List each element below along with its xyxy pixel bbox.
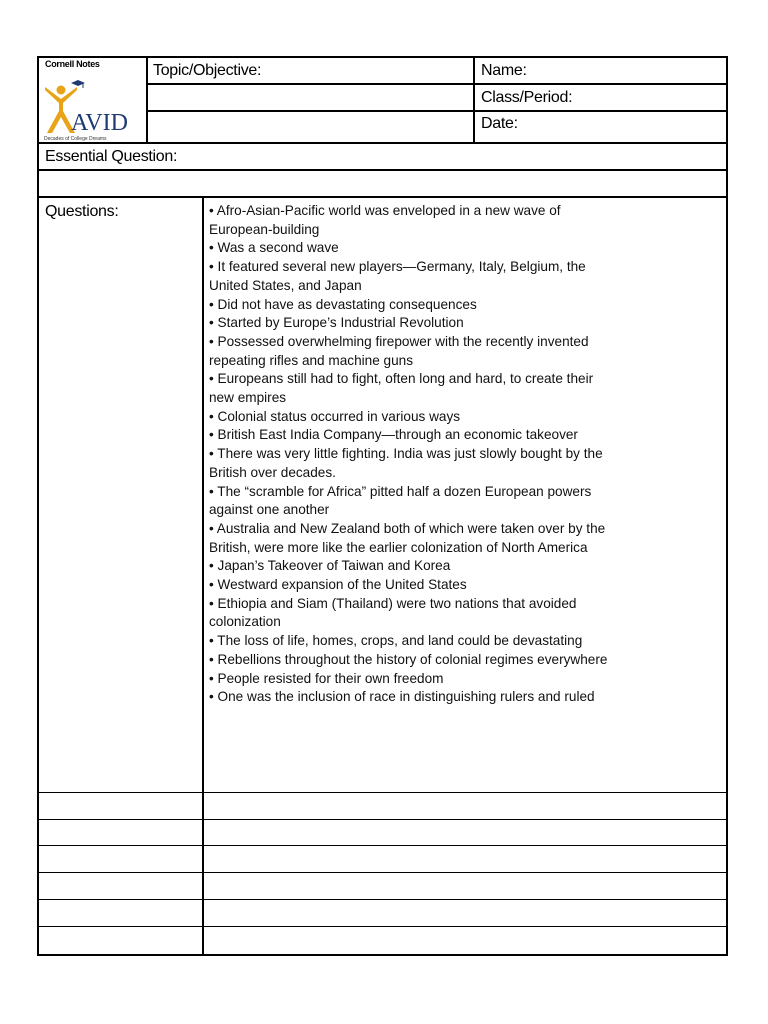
name-label: Name: — [481, 62, 527, 79]
frame-bottom-border — [37, 954, 728, 956]
avid-logo — [41, 77, 143, 137]
logo-tagline: Decades of College Dreams — [44, 136, 107, 142]
note-item: • There was very little fighting. India was just slowly bought by the British over decades. — [209, 446, 603, 480]
header-row-line-2 — [147, 110, 727, 112]
frame-left-border — [37, 57, 39, 956]
notes-list — [209, 202, 619, 707]
essential-question-label: Essential Question: — [45, 148, 178, 165]
note-item: • The loss of life, homes, crops, and land could be devastating — [209, 633, 583, 649]
note-item: • Colonial status occurred in various ways — [209, 408, 461, 424]
header-bottom-line — [37, 142, 728, 144]
notes-row-line-4 — [38, 872, 727, 873]
note-item: • Afro-Asian-Pacific world was enveloped in a new wave of European-building — [209, 203, 561, 237]
name-divider — [473, 57, 475, 143]
topic-objective-label: Topic/Objective: — [153, 62, 262, 79]
note-item: • People resisted for their own freedom — [209, 670, 444, 686]
note-item: • Westward expansion of the United States — [209, 577, 467, 593]
header-row-line-1 — [147, 83, 727, 85]
frame-top-border — [37, 56, 728, 58]
logo-divider — [146, 57, 148, 143]
note-item: • One was the inclusion of race in distinguishing rulers and ruled — [209, 689, 595, 705]
notes-row-line-6 — [38, 926, 727, 927]
notes-row-line-2 — [38, 819, 727, 820]
notes-row-line-3 — [38, 845, 727, 846]
date-label: Date: — [481, 115, 518, 132]
questions-column-divider — [202, 197, 204, 955]
note-item: • Ethiopia and Siam (Thailand) were two nations that avoided colonization — [209, 595, 577, 630]
questions-label: Questions: — [45, 203, 119, 220]
essential-answer-line — [37, 196, 728, 198]
note-item: • Did not have as devastating consequences — [209, 296, 477, 312]
note-item: • Was a second wave — [209, 240, 339, 256]
note-item: • Australia and New Zealand both of which were taken over by the British, were more like the earlier colonization of North America — [209, 520, 606, 555]
class-period-label: Class/Period: — [481, 89, 573, 106]
notes-row-line-1 — [38, 792, 727, 793]
note-item: • Rebellions throughout the history of colonial regimes everywhere — [209, 651, 608, 667]
note-item: • Possessed overwhelming firepower with the recently invented repeating rifles and machine guns — [209, 333, 589, 368]
logo-text: AVID — [71, 110, 128, 136]
frame-right-border — [726, 57, 728, 956]
note-item: • Europeans still had to fight, often long and hard, to create their new empires — [209, 371, 594, 406]
note-item: • It featured several new players—Germany, Italy, Belgium, the United States, and Japan — [209, 259, 586, 293]
cornell-notes-label: Cornell Notes — [45, 59, 100, 69]
note-item: • The “scramble for Africa” pitted half a dozen European powers against one another — [209, 483, 592, 518]
note-item: • Started by Europe’s Industrial Revolution — [209, 315, 464, 331]
note-item: • Japan’s Takeover of Taiwan and Korea — [209, 558, 451, 574]
note-item: • British East India Company—through an economic takeover — [209, 427, 578, 443]
notes-row-line-5 — [38, 899, 727, 900]
essential-question-line — [37, 169, 728, 171]
